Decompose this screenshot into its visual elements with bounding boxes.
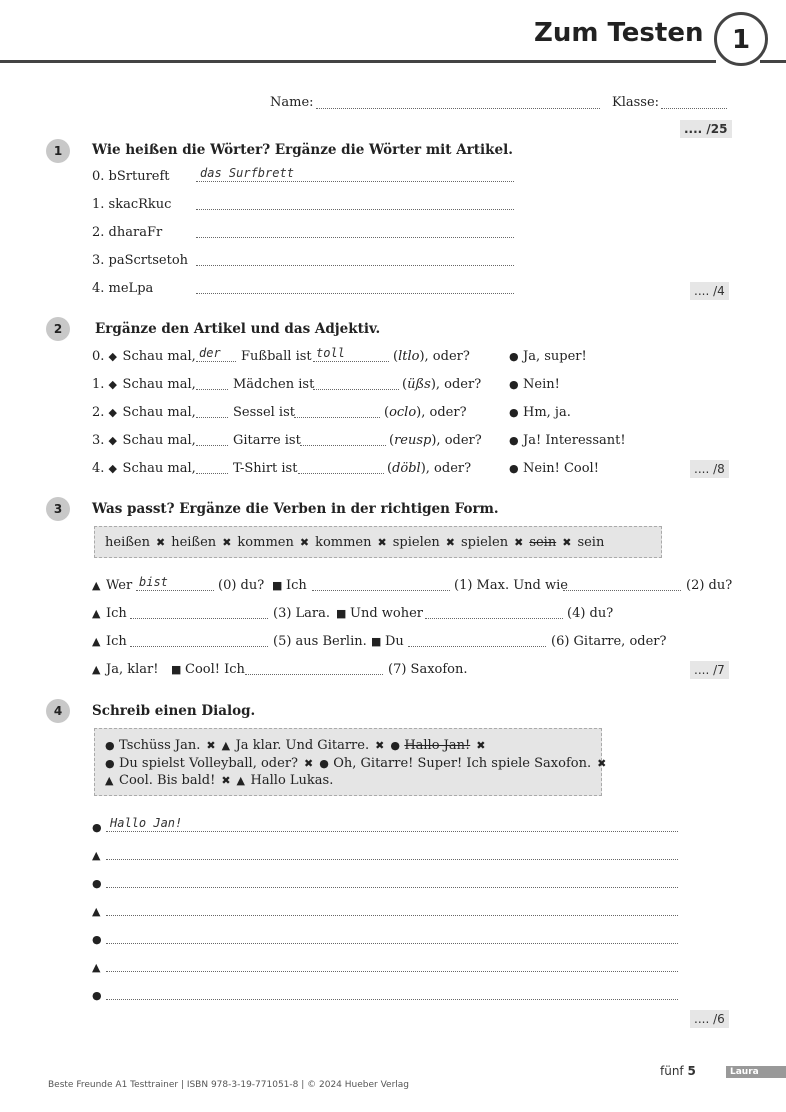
ex2-row-4: 4. ◆ Schau mal, <box>92 461 196 476</box>
ex3-answer-0: bist <box>139 575 168 589</box>
name-label: Name: <box>270 95 314 110</box>
exercise-4-badge: 4 <box>46 699 70 723</box>
ex3-l3-c: ■ Du <box>371 634 404 649</box>
ex3-field-4[interactable] <box>425 618 563 619</box>
ex1-field-4[interactable] <box>196 293 514 294</box>
ex1-answer-0: das Surfbrett <box>200 166 294 180</box>
ex2-article-field-3[interactable] <box>196 445 228 446</box>
ex2-hint-4: (döbl), oder? <box>387 461 472 476</box>
ex1-field-0[interactable] <box>196 181 514 182</box>
exercise-3-badge: 3 <box>46 497 70 521</box>
ex4-score: .... /6 <box>690 1010 729 1028</box>
word-chip: sein <box>577 535 605 550</box>
ex2-score: .... /8 <box>690 460 729 478</box>
dialog-field-6[interactable] <box>106 971 678 972</box>
ex3-l2-b: (3) Lara. <box>273 606 331 621</box>
dialog-phrase-box: ● Tschüss Jan. ✖ ▲ Ja klar. Und Gitarre. ✖ ● Hallo Jan! ✖ ● Du spielst Volleyball, oder? ✖ ● Oh, Gitarre! Super! Ich spiele Saxofon. ✖ ▲ Cool. Bis bald! ✖ ▲ Hallo Lukas. <box>94 728 602 796</box>
ex2-article-field-0[interactable] <box>196 361 236 362</box>
ex2-article-field-1[interactable] <box>196 389 228 390</box>
ex3-l3-b: (5) aus Berlin. <box>273 634 367 649</box>
ex2-article-0: der <box>199 346 221 360</box>
ex3-l4-a: ▲ Ja, klar! <box>92 662 159 677</box>
word-chip: spielen <box>392 535 440 550</box>
dialog-field-5[interactable] <box>106 943 678 944</box>
word-chip: heißen <box>105 535 150 550</box>
dialog-line-1-symbol: ● <box>92 821 102 834</box>
ex3-field-1[interactable] <box>312 590 450 591</box>
ex3-field-6[interactable] <box>408 646 546 647</box>
ex1-item-3: 3. paScrtsetoh <box>92 253 189 268</box>
ex2-row-2: 2. ◆ Schau mal, <box>92 405 196 420</box>
dialog-line-7-symbol: ● <box>92 989 102 1002</box>
dialog-field-3[interactable] <box>106 887 678 888</box>
ex2-article-field-2[interactable] <box>196 417 228 418</box>
ex2-noun-4: T-Shirt ist <box>233 461 298 476</box>
word-chip-crossed: sein <box>529 535 557 550</box>
ex2-row-0: 0. ◆ Schau mal, <box>92 349 196 364</box>
ex3-l1-e: (2) du? <box>686 578 733 593</box>
ex3-l2-c: ■ Und woher <box>336 606 424 621</box>
chapter-tag: Laura <box>726 1066 786 1078</box>
dialog-line-6-symbol: ▲ <box>92 961 101 974</box>
ex2-adj-field-4[interactable] <box>298 473 384 474</box>
exercise-4-heading: Schreib einen Dialog. <box>92 703 256 719</box>
ex2-noun-1: Mädchen ist <box>233 377 315 392</box>
ex3-field-7[interactable] <box>245 674 383 675</box>
ex3-l3-a: ▲ Ich <box>92 634 127 649</box>
ex2-article-field-4[interactable] <box>196 473 228 474</box>
ex1-score: .... /4 <box>690 282 729 300</box>
ex3-l1-c: ■ Ich <box>272 578 307 593</box>
ex3-field-2[interactable] <box>563 590 681 591</box>
ex3-l4-d: (7) Saxofon. <box>388 662 468 677</box>
ex2-noun-2: Sessel ist <box>233 405 295 420</box>
word-chip: heißen <box>171 535 217 550</box>
class-field[interactable] <box>661 108 727 109</box>
word-chip: spielen <box>461 535 509 550</box>
footer-credits: Beste Freunde A1 Testtrainer | ISBN 978-3-19-771051-8 | © 2024 Hueber Verlag <box>48 1080 410 1090</box>
ex3-field-3[interactable] <box>130 618 268 619</box>
dialog-field-7[interactable] <box>106 999 678 1000</box>
verb-word-box: heißen ✖ heißen ✖ kommen ✖ kommen ✖ spielen ✖ spielen ✖ sein ✖ sein <box>94 526 662 558</box>
ex3-l1-a: ▲ Wer <box>92 578 133 593</box>
header-rule-right <box>760 60 786 63</box>
ex2-hint-3: (reusp), oder? <box>389 433 482 448</box>
ex2-resp-4: ● Nein! Cool! <box>509 461 599 476</box>
dialog-line-5-symbol: ● <box>92 933 102 946</box>
ex2-resp-1: ● Nein! <box>509 377 560 392</box>
dialog-field-1[interactable] <box>106 831 678 832</box>
ex3-l3-d: (6) Gitarre, oder? <box>551 634 667 649</box>
ex2-adj-field-0[interactable] <box>313 361 389 362</box>
ex2-row-1: 1. ◆ Schau mal, <box>92 377 196 392</box>
ex2-adj-field-2[interactable] <box>294 417 380 418</box>
ex2-resp-2: ● Hm, ja. <box>509 405 571 420</box>
ex3-l2-a: ▲ Ich <box>92 606 127 621</box>
dialog-field-2[interactable] <box>106 859 678 860</box>
page-number: fünf 5 <box>660 1064 696 1078</box>
ex1-item-4: 4. meLpa <box>92 281 154 296</box>
ex2-resp-3: ● Ja! Interessant! <box>509 433 626 448</box>
dialog-line-2-symbol: ▲ <box>92 849 101 862</box>
ex2-adj-field-3[interactable] <box>300 445 386 446</box>
exercise-1-heading: Wie heißen die Wörter? Ergänze die Wörter mit Artikel. <box>92 142 513 158</box>
ex3-l4-c: ■ Cool! Ich <box>171 662 245 677</box>
name-field[interactable] <box>316 108 600 109</box>
ex3-score: .... /7 <box>690 661 729 679</box>
page-title: Zum Testen <box>534 18 704 48</box>
class-label: Klasse: <box>612 95 660 110</box>
ex1-item-2: 2. dharaFr <box>92 225 163 240</box>
dialog-line-3-symbol: ● <box>92 877 102 890</box>
exercise-1-badge: 1 <box>46 139 70 163</box>
ex2-hint-0: (ltlo), oder? <box>393 349 470 364</box>
dialog-answer-1: Hallo Jan! <box>110 816 183 830</box>
word-chip: kommen <box>237 535 294 550</box>
word-chip: kommen <box>315 535 372 550</box>
ex2-noun-0: Fußball ist <box>241 349 312 364</box>
ex2-adj-field-1[interactable] <box>313 389 399 390</box>
ex1-field-3[interactable] <box>196 265 514 266</box>
ex3-l1-b: (0) du? <box>218 578 265 593</box>
header-rule <box>0 60 716 63</box>
exercise-2-heading: Ergänze den Artikel und das Adjektiv. <box>95 321 381 337</box>
ex1-item-0: 0. bSrtureft <box>92 169 170 184</box>
ex1-item-1: 1. skacRkuc <box>92 197 172 212</box>
unit-number: 1 <box>714 12 768 66</box>
ex1-field-1[interactable] <box>196 209 514 210</box>
dialog-field-4[interactable] <box>106 915 678 916</box>
exercise-3-heading: Was passt? Ergänze die Verben in der richtigen Form. <box>92 501 499 517</box>
ex2-adj-0: toll <box>316 346 345 360</box>
ex2-hint-2: (oclo), oder? <box>384 405 467 420</box>
ex2-noun-3: Gitarre ist <box>233 433 301 448</box>
ex1-field-2[interactable] <box>196 237 514 238</box>
ex2-row-3: 3. ◆ Schau mal, <box>92 433 196 448</box>
ex3-l1-d: (1) Max. Und wie <box>454 578 568 593</box>
exercise-2-badge: 2 <box>46 317 70 341</box>
total-score: .... /25 <box>680 120 732 138</box>
ex2-resp-0: ● Ja, super! <box>509 349 587 364</box>
ex3-field-5[interactable] <box>130 646 268 647</box>
ex2-hint-1: (üßs), oder? <box>402 377 482 392</box>
ex3-field-0[interactable] <box>136 590 214 591</box>
dialog-line-4-symbol: ▲ <box>92 905 101 918</box>
ex3-l2-d: (4) du? <box>567 606 614 621</box>
